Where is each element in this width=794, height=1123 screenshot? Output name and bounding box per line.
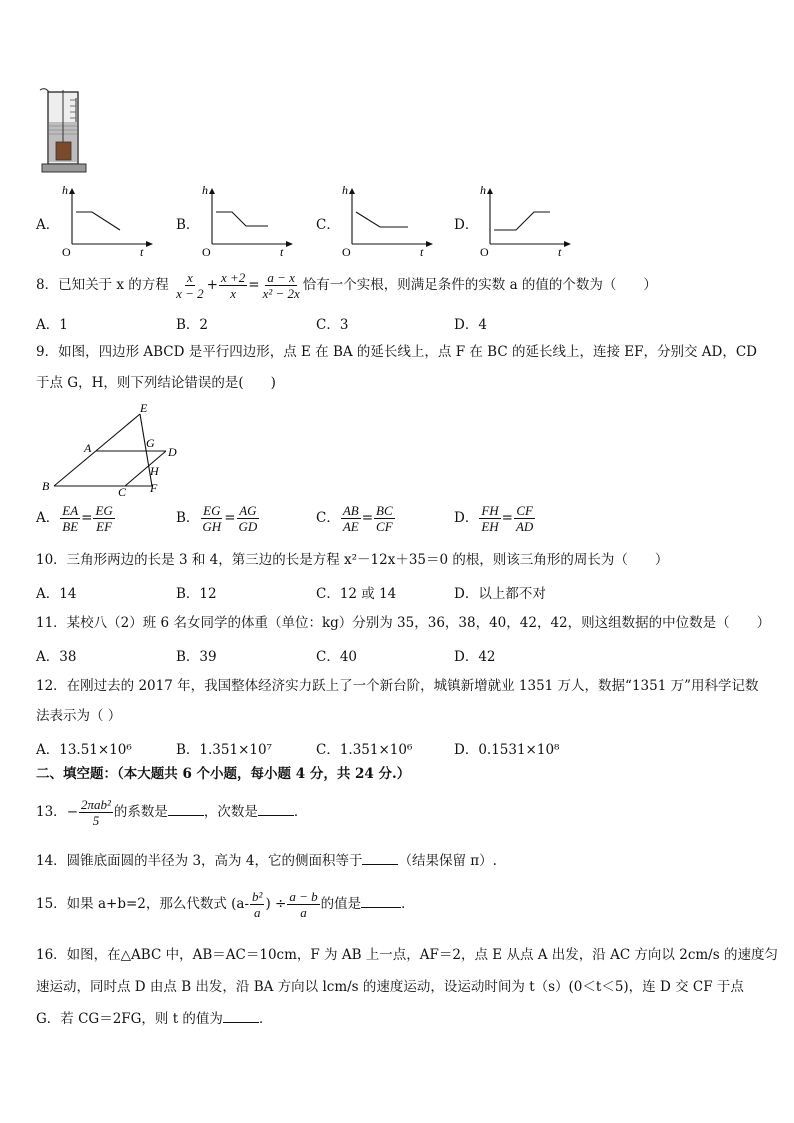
q11-option-d[interactable]: D．42: [454, 649, 496, 665]
q7-option-c-graph: [338, 184, 438, 260]
q11-stem: 11．某校八（2）班 6 名女同学的体重（单位：kg）分别为 35，36，38，40，42，42，则这组数据的中位数是（ ）: [36, 615, 771, 631]
q13-blank-1[interactable]: [168, 815, 204, 816]
q13-stem: 13．− $\frac{\text{2πab²}}{5}$ 的系数是 ，次数是 ．: [36, 797, 308, 828]
axis-origin-label: O: [202, 245, 211, 259]
section-heading-fill-in: 二、填空题：（本大题共 6 个小题，每小题 4 分，共 24 分.）: [36, 766, 411, 782]
label-b: B: [42, 479, 50, 493]
axis-origin-label: O: [342, 245, 351, 259]
q10-option-b[interactable]: B．12: [176, 586, 217, 602]
q7-option-d-label[interactable]: D．: [454, 217, 479, 233]
axis-h-label: h: [62, 184, 68, 197]
q12-stem-line2: 法表示为（ ）: [36, 708, 122, 724]
q7-option-b-graph: [198, 184, 298, 260]
q7-option-a-label[interactable]: A．: [36, 217, 60, 233]
q8-option-d[interactable]: D．4: [454, 317, 487, 333]
q15-stem: 15．如果 a+b=2，那么代数式 (a- $\frac{\text{b²}}{a}$ ) ÷ $\frac{a - b}{a}$ 的值是 ．: [36, 889, 415, 920]
q8-stem: 8．已知关于 x 的方程 $\frac{x}{x - 2}$ + $\frac{x +2}{x}$ = $\frac{a - x}{\text{x² − 2x}}$ 恰有一个实根，则满足条件的实数 a 的值的个数为（ ）: [36, 270, 657, 301]
q7-option-b-label[interactable]: B．: [176, 217, 200, 233]
q11-option-c[interactable]: C．40: [316, 649, 358, 665]
q9-option-b[interactable]: B． $\frac{EG}{GH}$ = $\frac{AG}{GD}$: [176, 503, 258, 534]
label-f: F: [150, 481, 158, 495]
q10-option-c[interactable]: C．12 或 14: [316, 586, 397, 602]
axis-h-label: h: [202, 184, 208, 197]
q9-stem-line1: 9．如图，四边形 ABCD 是平行四边形，点 E 在 BA 的延长线上，点 F 在 BC 的延长线上，连接 EF，分别交 AD，CD: [36, 344, 757, 360]
q12-option-d[interactable]: D．0.1531×10⁸: [454, 742, 560, 758]
parallelogram-figure: [36, 400, 186, 500]
q12-option-b[interactable]: B．1.351×10⁷: [176, 742, 272, 758]
q8-option-c[interactable]: C．3: [316, 317, 349, 333]
q16-blank[interactable]: [223, 1022, 259, 1023]
axis-h-label: h: [480, 184, 486, 197]
q16-stem-line1: 16．如图，在△ABC 中，AB＝AC＝10cm，F 为 AB 上一点，AF＝2，点 E 从点 A 出发，沿 AC 方向以 2cm/s 的速度匀: [36, 947, 778, 963]
q8-option-b[interactable]: B．2: [176, 317, 209, 333]
q9-option-a[interactable]: A． $\frac{EA}{BE}$ = $\frac{EG}{EF}$: [36, 503, 113, 534]
axis-t-label: t: [280, 245, 284, 259]
q12-stem-line1: 12．在刚过去的 2017 年，我国整体经济实力跃上了一个新台阶，城镇新增就业 1351 万人，数据“1351 万”用科学记数: [36, 678, 759, 694]
axis-t-label: t: [140, 245, 144, 259]
q11-option-b[interactable]: B．39: [176, 649, 217, 665]
axis-origin-label: O: [480, 245, 489, 259]
label-a: A: [84, 441, 92, 455]
q10-stem: 10．三角形两边的长是 3 和 4，第三边的长是方程 x²－12x＋35＝0 的根，则该三角形的周长为（ ）: [36, 552, 669, 568]
label-h: H: [150, 464, 159, 478]
q16-stem-line2: 速运动，同时点 D 由点 B 出发，沿 BA 方向以 lcm/s 的速度运动，设运动时间为 t（s）(0＜t＜5)，连 D 交 CF 于点: [36, 979, 744, 995]
q12-option-c[interactable]: C．1.351×10⁶: [316, 742, 413, 758]
label-d: D: [168, 445, 177, 459]
q8-option-a[interactable]: A．1: [36, 317, 68, 333]
label-e: E: [140, 401, 148, 415]
q16-stem-line3: G．若 CG＝2FG，则 t 的值为 ．: [36, 1011, 273, 1027]
q14-stem: 14．圆锥底面圆的半径为 3，高为 4，它的侧面积等于 （结果保留 π）.: [36, 853, 497, 869]
label-c: C: [118, 485, 127, 499]
label-g: G: [146, 436, 155, 450]
axis-h-label: h: [342, 184, 348, 197]
q10-option-a[interactable]: A．14: [36, 586, 77, 602]
q7-option-c-label[interactable]: C．: [316, 217, 340, 233]
q13-blank-2[interactable]: [258, 815, 294, 816]
axis-t-label: t: [558, 245, 562, 259]
q11-option-a[interactable]: A．38: [36, 649, 77, 665]
q14-blank[interactable]: [362, 864, 398, 865]
cylinder-figure: [36, 84, 88, 174]
q9-stem-line2: 于点 G，H，则下列结论错误的是( ): [36, 375, 276, 391]
axis-t-label: t: [420, 245, 424, 259]
q7-option-a-graph: [58, 184, 158, 260]
q12-option-a[interactable]: A．13.51×10⁶: [36, 742, 132, 758]
q7-option-d-graph: [476, 184, 576, 260]
q9-option-c[interactable]: C． $\frac{AB}{AE}$ = $\frac{BC}{CF}$: [316, 503, 393, 534]
q15-blank[interactable]: [361, 907, 401, 908]
axis-origin-label: O: [62, 245, 71, 259]
q9-option-d[interactable]: D． $\frac{FH}{EH}$ = $\frac{CF}{AD}$: [454, 503, 534, 534]
q10-option-d[interactable]: D．以上都不对: [454, 586, 546, 602]
